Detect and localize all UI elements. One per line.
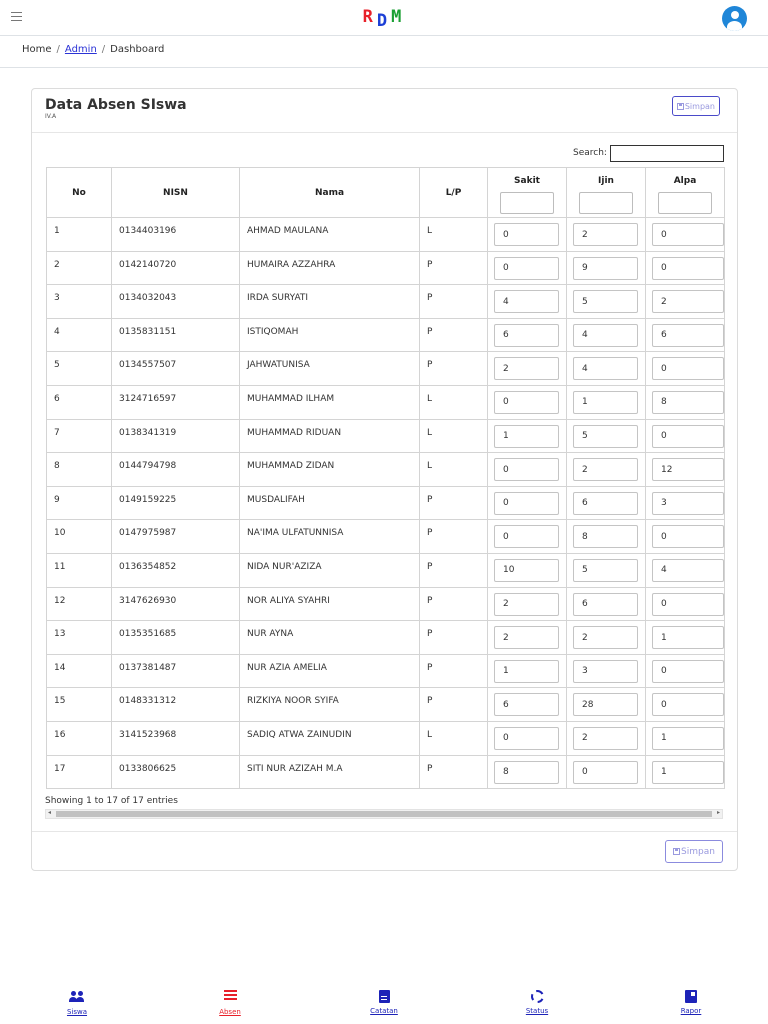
sakit-input[interactable] <box>494 727 559 750</box>
cell-no: 8 <box>47 453 112 487</box>
cell-no: 2 <box>47 251 112 285</box>
cell-no: 4 <box>47 318 112 352</box>
cell-nama: NUR AYNA <box>240 621 420 655</box>
table-row <box>47 486 725 520</box>
ijin-input[interactable] <box>573 693 638 716</box>
sakit-input[interactable] <box>494 357 559 380</box>
top-bar <box>0 0 768 36</box>
cell-lp: L <box>420 721 488 755</box>
alpa-input[interactable] <box>652 626 724 649</box>
sakit-input[interactable] <box>494 290 559 313</box>
sakit-input[interactable] <box>494 324 559 347</box>
cell-sakit <box>488 553 567 587</box>
cell-nisn: 0134032043 <box>112 285 240 319</box>
cell-no: 7 <box>47 419 112 453</box>
breadcrumb-admin[interactable]: Admin <box>64 44 97 55</box>
cell-sakit <box>488 755 567 789</box>
ijin-input[interactable] <box>573 391 638 414</box>
alpa-input[interactable] <box>652 290 724 313</box>
cell-ijin <box>567 318 646 352</box>
breadcrumb-home[interactable]: Home <box>22 44 52 55</box>
ijin-input[interactable] <box>573 761 638 784</box>
sakit-input[interactable] <box>494 391 559 414</box>
cell-sakit <box>488 721 567 755</box>
cell-sakit <box>488 352 567 386</box>
list-icon <box>224 990 237 1004</box>
card-header <box>32 89 737 133</box>
alpa-input[interactable] <box>652 693 724 716</box>
cell-lp: P <box>420 755 488 789</box>
ijin-input[interactable] <box>573 290 638 313</box>
cell-ijin <box>567 453 646 487</box>
cell-sakit <box>488 688 567 722</box>
alpa-input[interactable] <box>652 525 724 548</box>
cell-alpa <box>646 520 725 554</box>
cell-ijin <box>567 755 646 789</box>
alpa-bulk-input[interactable] <box>658 192 712 214</box>
save-icon <box>677 103 684 110</box>
cell-lp: P <box>420 654 488 688</box>
cell-nisn: 0135831151 <box>112 318 240 352</box>
ijin-input[interactable] <box>573 727 638 750</box>
cell-ijin <box>567 385 646 419</box>
cell-sakit <box>488 654 567 688</box>
cell-lp: L <box>420 453 488 487</box>
table-row <box>47 755 725 789</box>
sakit-input[interactable] <box>494 492 559 515</box>
cell-no: 9 <box>47 486 112 520</box>
entries-info: Showing 1 to 17 of 17 entries <box>45 796 178 806</box>
cell-lp: L <box>420 385 488 419</box>
alpa-input[interactable] <box>652 727 724 750</box>
cell-alpa <box>646 486 725 520</box>
cell-nama: ISTIQOMAH <box>240 318 420 352</box>
nav-absen[interactable]: Absen <box>200 990 260 1016</box>
cell-alpa <box>646 218 725 252</box>
cell-nisn: 0134403196 <box>112 218 240 252</box>
cell-ijin <box>567 721 646 755</box>
breadcrumb-current: Dashboard <box>110 44 165 55</box>
cell-alpa <box>646 453 725 487</box>
cell-alpa <box>646 654 725 688</box>
book-icon <box>685 990 697 1003</box>
nav-catatan[interactable]: Catatan <box>354 990 414 1015</box>
ijin-input[interactable] <box>573 324 638 347</box>
save-button-bottom[interactable]: Simpan <box>665 840 723 863</box>
cell-sakit <box>488 251 567 285</box>
table-row <box>47 553 725 587</box>
table-row <box>47 251 725 285</box>
cell-nama: NOR ALIYA SYAHRI <box>240 587 420 621</box>
card-footer-divider <box>32 831 737 832</box>
sakit-input[interactable] <box>494 458 559 481</box>
save-button-top[interactable]: Simpan <box>672 96 720 116</box>
app-logo[interactable]: RDM <box>362 7 406 31</box>
cell-alpa <box>646 587 725 621</box>
ijin-input[interactable] <box>573 559 638 582</box>
cell-lp: P <box>420 621 488 655</box>
cell-nisn: 0135351685 <box>112 621 240 655</box>
alpa-input[interactable] <box>652 324 724 347</box>
bottom-nav <box>0 990 768 1024</box>
cell-ijin <box>567 352 646 386</box>
cell-no: 10 <box>47 520 112 554</box>
cell-sakit <box>488 587 567 621</box>
cell-nama: NUR AZIA AMELIA <box>240 654 420 688</box>
cell-no: 17 <box>47 755 112 789</box>
cell-no: 13 <box>47 621 112 655</box>
breadcrumb: Home / Admin / Dashboard <box>0 36 768 68</box>
cell-nama: MUHAMMAD ZIDAN <box>240 453 420 487</box>
cell-ijin <box>567 688 646 722</box>
ijin-input[interactable] <box>573 257 638 280</box>
sakit-input[interactable] <box>494 559 559 582</box>
cell-nisn: 0148331312 <box>112 688 240 722</box>
scrollbar-thumb[interactable] <box>56 811 712 817</box>
sakit-input[interactable] <box>494 525 559 548</box>
column-header-ijin[interactable]: Ijin <box>567 168 646 218</box>
cell-sakit <box>488 621 567 655</box>
table-row <box>47 318 725 352</box>
cell-sakit <box>488 419 567 453</box>
horizontal-scrollbar[interactable] <box>45 809 723 819</box>
alpa-input[interactable] <box>652 357 724 380</box>
column-header-lp[interactable]: L/P <box>420 168 488 218</box>
cell-nama: MUHAMMAD RIDUAN <box>240 419 420 453</box>
table-row <box>47 587 725 621</box>
cell-lp: P <box>420 318 488 352</box>
sakit-input[interactable] <box>494 593 559 616</box>
cell-lp: P <box>420 352 488 386</box>
cell-alpa <box>646 352 725 386</box>
nav-status[interactable]: Status <box>507 990 567 1015</box>
cell-nisn: 0149159225 <box>112 486 240 520</box>
table-row <box>47 654 725 688</box>
table-body <box>47 218 725 789</box>
ijin-input[interactable] <box>573 525 638 548</box>
cell-nisn: 0137381487 <box>112 654 240 688</box>
cell-ijin <box>567 486 646 520</box>
alpa-input[interactable] <box>652 257 724 280</box>
table-row <box>47 385 725 419</box>
cell-nisn: 0136354852 <box>112 553 240 587</box>
cell-alpa <box>646 621 725 655</box>
ijin-input[interactable] <box>573 492 638 515</box>
cell-alpa <box>646 553 725 587</box>
cell-ijin <box>567 285 646 319</box>
cell-alpa <box>646 755 725 789</box>
cell-sakit <box>488 218 567 252</box>
alpa-input[interactable] <box>652 761 724 784</box>
cell-ijin <box>567 654 646 688</box>
column-header-no[interactable]: No <box>47 168 112 218</box>
sakit-bulk-input[interactable] <box>500 192 554 214</box>
cell-nisn: 0147975987 <box>112 520 240 554</box>
cell-sakit <box>488 385 567 419</box>
cell-nama: JAHWATUNISA <box>240 352 420 386</box>
ijin-bulk-input[interactable] <box>579 192 633 214</box>
status-icon <box>531 990 544 1003</box>
cell-alpa <box>646 285 725 319</box>
cell-nisn: 3141523968 <box>112 721 240 755</box>
cell-no: 5 <box>47 352 112 386</box>
table-row <box>47 621 725 655</box>
cell-no: 12 <box>47 587 112 621</box>
search-label: Search: <box>573 148 607 158</box>
cell-lp: P <box>420 251 488 285</box>
cell-nama: IRDA SURYATI <box>240 285 420 319</box>
user-avatar-icon[interactable] <box>722 6 747 31</box>
cell-alpa <box>646 419 725 453</box>
cell-alpa <box>646 385 725 419</box>
save-icon <box>673 848 680 855</box>
cell-nama: SITI NUR AZIZAH M.A <box>240 755 420 789</box>
table-row <box>47 453 725 487</box>
cell-sakit <box>488 318 567 352</box>
cell-nisn: 0133806625 <box>112 755 240 789</box>
ijin-input[interactable] <box>573 626 638 649</box>
cell-ijin <box>567 553 646 587</box>
table-header-row <box>47 168 725 218</box>
alpa-input[interactable] <box>652 660 724 683</box>
scroll-right-icon[interactable]: ▸ <box>716 809 720 816</box>
cell-nisn: 3147626930 <box>112 587 240 621</box>
sakit-input[interactable] <box>494 223 559 246</box>
cell-nama: AHMAD MAULANA <box>240 218 420 252</box>
ijin-input[interactable] <box>573 223 638 246</box>
column-header-sakit[interactable]: Sakit <box>488 168 567 218</box>
table-row <box>47 285 725 319</box>
ijin-input[interactable] <box>573 425 638 448</box>
cell-alpa <box>646 318 725 352</box>
cell-alpa <box>646 251 725 285</box>
cell-lp: P <box>420 285 488 319</box>
cell-nama: MUHAMMAD ILHAM <box>240 385 420 419</box>
cell-no: 16 <box>47 721 112 755</box>
cell-nama: RIZKIYA NOOR SYIFA <box>240 688 420 722</box>
absen-card <box>31 88 738 871</box>
alpa-input[interactable] <box>652 391 724 414</box>
search-input[interactable] <box>610 145 724 162</box>
cell-lp: L <box>420 419 488 453</box>
alpa-input[interactable] <box>652 593 724 616</box>
cell-ijin <box>567 251 646 285</box>
document-icon <box>379 990 390 1003</box>
cell-nama: HUMAIRA AZZAHRA <box>240 251 420 285</box>
alpa-input[interactable] <box>652 492 724 515</box>
cell-lp: P <box>420 587 488 621</box>
users-icon <box>69 990 85 1004</box>
alpa-input[interactable] <box>652 223 724 246</box>
table-row <box>47 352 725 386</box>
ijin-input[interactable] <box>573 660 638 683</box>
cell-no: 15 <box>47 688 112 722</box>
cell-nama: MUSDALIFAH <box>240 486 420 520</box>
sakit-input[interactable] <box>494 693 559 716</box>
table-row <box>47 688 725 722</box>
table-row <box>47 721 725 755</box>
cell-no: 3 <box>47 285 112 319</box>
column-header-alpa[interactable]: Alpa <box>646 168 725 218</box>
cell-sakit <box>488 486 567 520</box>
cell-nisn: 0134557507 <box>112 352 240 386</box>
column-header-nisn[interactable]: NISN <box>112 168 240 218</box>
cell-lp: P <box>420 553 488 587</box>
cell-nisn: 3124716597 <box>112 385 240 419</box>
column-header-nama[interactable]: Nama <box>240 168 420 218</box>
cell-alpa <box>646 721 725 755</box>
nav-siswa[interactable]: Siswa <box>47 990 107 1016</box>
page-title: Data Absen SIswa <box>45 97 187 113</box>
cell-ijin <box>567 621 646 655</box>
alpa-input[interactable] <box>652 559 724 582</box>
table-row <box>47 218 725 252</box>
cell-lp: L <box>420 218 488 252</box>
cell-sakit <box>488 520 567 554</box>
class-label: IV.A <box>45 113 57 120</box>
scroll-left-icon[interactable]: ◂ <box>48 809 52 816</box>
cell-no: 11 <box>47 553 112 587</box>
cell-ijin <box>567 218 646 252</box>
nav-rapor[interactable]: Rapor <box>661 990 721 1015</box>
sakit-input[interactable] <box>494 257 559 280</box>
sakit-input[interactable] <box>494 761 559 784</box>
cell-sakit <box>488 285 567 319</box>
alpa-input[interactable] <box>652 425 724 448</box>
cell-no: 14 <box>47 654 112 688</box>
cell-ijin <box>567 419 646 453</box>
cell-no: 6 <box>47 385 112 419</box>
cell-nama: NA'IMA ULFATUNNISA <box>240 520 420 554</box>
cell-nisn: 0142140720 <box>112 251 240 285</box>
cell-lp: P <box>420 520 488 554</box>
cell-lp: P <box>420 486 488 520</box>
cell-no: 1 <box>47 218 112 252</box>
cell-ijin <box>567 520 646 554</box>
table-row <box>47 419 725 453</box>
ijin-input[interactable] <box>573 357 638 380</box>
cell-sakit <box>488 453 567 487</box>
ijin-input[interactable] <box>573 458 638 481</box>
absen-table <box>46 167 725 789</box>
cell-ijin <box>567 587 646 621</box>
table-row <box>47 520 725 554</box>
cell-nama: SADIQ ATWA ZAINUDIN <box>240 721 420 755</box>
cell-alpa <box>646 688 725 722</box>
sakit-input[interactable] <box>494 660 559 683</box>
ijin-input[interactable] <box>573 593 638 616</box>
cell-nama: NIDA NUR'AZIZA <box>240 553 420 587</box>
cell-nisn: 0144794798 <box>112 453 240 487</box>
sakit-input[interactable] <box>494 425 559 448</box>
cell-nisn: 0138341319 <box>112 419 240 453</box>
alpa-input[interactable] <box>652 458 724 481</box>
cell-lp: P <box>420 688 488 722</box>
sakit-input[interactable] <box>494 626 559 649</box>
